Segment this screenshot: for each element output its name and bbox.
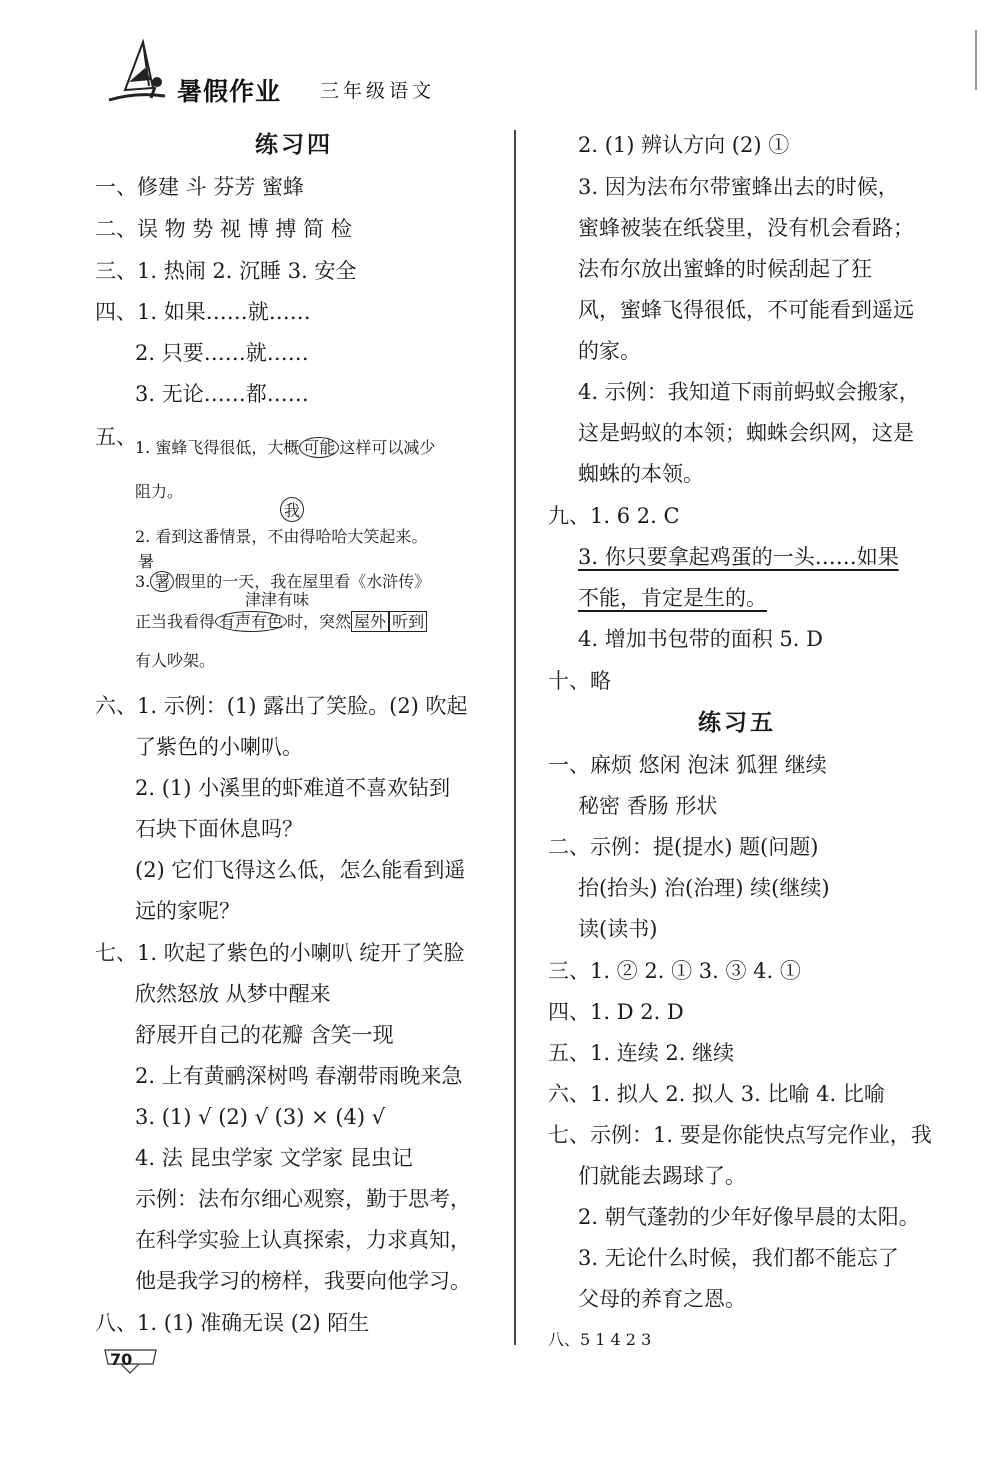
- right-line: 3. 你只要拿起鸡蛋的一头……如果: [578, 545, 899, 569]
- right-line: 这是蚂蚁的本领；蜘蛛会织网，这是: [578, 421, 914, 445]
- left-line: 七、1. 吹起了紫色的小喇叭 绽开了笑脸: [95, 941, 465, 965]
- subject-label: 三年级语文: [320, 80, 436, 102]
- right-line: 四、1. D 2. D: [548, 1000, 684, 1024]
- left-line: (2) 它们飞得这么低，怎么能看到遥: [135, 858, 466, 882]
- boxed-word-1: 屋外: [351, 611, 389, 632]
- right-line: 读(读书): [578, 917, 658, 941]
- brand-title: 暑假作业: [177, 77, 282, 106]
- right-line: 九、1. 6 2. C: [548, 504, 680, 528]
- left-line: 四、1. 如果……就……: [95, 300, 311, 324]
- left-line: 二、误 物 势 视 博 搏 简 检: [95, 217, 352, 241]
- left-line: 远的家呢？: [135, 899, 240, 923]
- five-line-1: [135, 433, 435, 463]
- column-divider: [514, 130, 516, 1345]
- page-number: 70: [110, 1350, 133, 1369]
- five-line-4-a: 正当我看得: [135, 612, 216, 631]
- left-line: 舒展开自己的花瓣 含笑一现: [135, 1023, 394, 1047]
- header: [105, 38, 505, 118]
- right-line: 4. 增加书包带的面积 5. D: [578, 627, 823, 651]
- left-line: 五、: [95, 425, 137, 449]
- right-line: 抬(抬头) 治(治理) 续(继续): [578, 876, 830, 900]
- five-line-4: [135, 607, 427, 637]
- left-line: 一、修建 斗 芬芳 蜜蜂: [95, 175, 305, 199]
- boxed-word-2: 听到: [389, 611, 427, 632]
- left-line: 三、1. 热闹 2. 沉睡 3. 安全: [95, 259, 357, 283]
- right-line: 八、5 1 4 2 3: [548, 1330, 652, 1349]
- left-line: 六、1. 示例：(1) 露出了笑脸。(2) 吹起: [95, 694, 468, 718]
- circled-phrase: 有声有色: [215, 611, 287, 632]
- five-line-1-b: 这样可以减少: [339, 438, 436, 457]
- left-line: 示例：法布尔细心观察，勤于思考，: [135, 1187, 471, 1211]
- handwritten-correction-shu: 暑: [138, 552, 155, 571]
- right-line: 不能，肯定是生的。: [578, 586, 767, 610]
- five-line-3-a: 3.: [135, 572, 151, 591]
- left-line: 在科学实验上认真探索，力求真知，: [135, 1228, 471, 1252]
- handwritten-correction-jinjin: 津津有味: [245, 590, 310, 609]
- left-line: 八、1. (1) 准确无误 (2) 陌生: [95, 1311, 370, 1335]
- circled-char: 署: [150, 571, 174, 592]
- right-line: 蜘蛛的本领。: [578, 462, 704, 486]
- right-line: 父母的养育之恩。: [578, 1287, 746, 1311]
- right-line: 十、略: [548, 669, 611, 693]
- left-line: 2. 只要……就……: [135, 341, 309, 365]
- left-line: 3. (1) √ (2) √ (3) × (4) √: [135, 1105, 386, 1129]
- left-line: 石块下面休息吗？: [135, 817, 303, 841]
- left-line: 2. 看到这番情景，不由得哈哈大笑起来。: [135, 527, 428, 546]
- right-line: 们就能去踢球了。: [578, 1164, 746, 1188]
- right-line: 六、1. 拟人 2. 拟人 3. 比喻 4. 比喻: [548, 1082, 885, 1106]
- edge-divider: [975, 30, 977, 90]
- left-line: 4. 法 昆虫学家 文学家 昆虫记: [135, 1146, 413, 1170]
- handwritten-insert-wo: 我: [280, 497, 304, 522]
- left-line: 2. 上有黄鹂深树鸣 春潮带雨晚来急: [135, 1064, 463, 1088]
- five-line-4-b: 时，突然: [287, 612, 352, 631]
- left-line: 他是我学习的榜样，我要向他学习。: [135, 1269, 471, 1293]
- left-line: 了紫色的小喇叭。: [135, 735, 303, 759]
- right-line: 2. 朝气蓬勃的少年好像早晨的太阳。: [578, 1205, 920, 1229]
- left-line: 欣然怒放 从梦中醒来: [135, 982, 331, 1006]
- right-line: 二、示例：提(提水) 题(问题): [548, 835, 819, 859]
- left-line: 2. (1) 小溪里的虾难道不喜欢钻到: [135, 776, 451, 800]
- right-line: 3. 无论什么时候，我们都不能忘了: [578, 1246, 899, 1270]
- right-line: 五、1. 连续 2. 继续: [548, 1041, 735, 1065]
- right-line: 三、1. ② 2. ① 3. ③ 4. ①: [548, 959, 801, 983]
- right-line: 法布尔放出蜜蜂的时候刮起了狂: [578, 257, 872, 281]
- right-line: 秘密 香肠 形状: [578, 794, 718, 818]
- circled-word: 可能: [299, 437, 339, 458]
- five-line-2: 阻力。: [135, 482, 184, 501]
- right-line: 一、麻烦 悠闲 泡沫 狐狸 继续: [548, 753, 827, 777]
- right-line: 蜜蜂被装在纸袋里，没有机会看路；: [578, 216, 914, 240]
- five-line-3-b: 假里的一天，我在屋里看《水浒传》: [174, 572, 431, 591]
- left-line: 3. 无论……都……: [135, 382, 309, 406]
- left-line: 练习四: [255, 132, 333, 158]
- right-line: 2. (1) 辨认方向 (2) ①: [578, 133, 790, 157]
- right-line: 七、示例：1. 要是你能快点写完作业，我: [548, 1123, 932, 1147]
- right-line: 练习五: [698, 710, 776, 736]
- right-line: 3. 因为法布尔带蜜蜂出去的时候，: [578, 175, 899, 199]
- right-line: 4. 示例：我知道下雨前蚂蚁会搬家，: [578, 380, 920, 404]
- right-line: 风，蜜蜂飞得很低，不可能看到遥远: [578, 298, 914, 322]
- right-line: 的家。: [578, 339, 641, 363]
- five-line-1-a: 1. 蜜蜂飞得很低，大概: [135, 438, 300, 457]
- left-line: 有人吵架。: [135, 651, 216, 670]
- sailboat-logo-icon: [105, 38, 180, 110]
